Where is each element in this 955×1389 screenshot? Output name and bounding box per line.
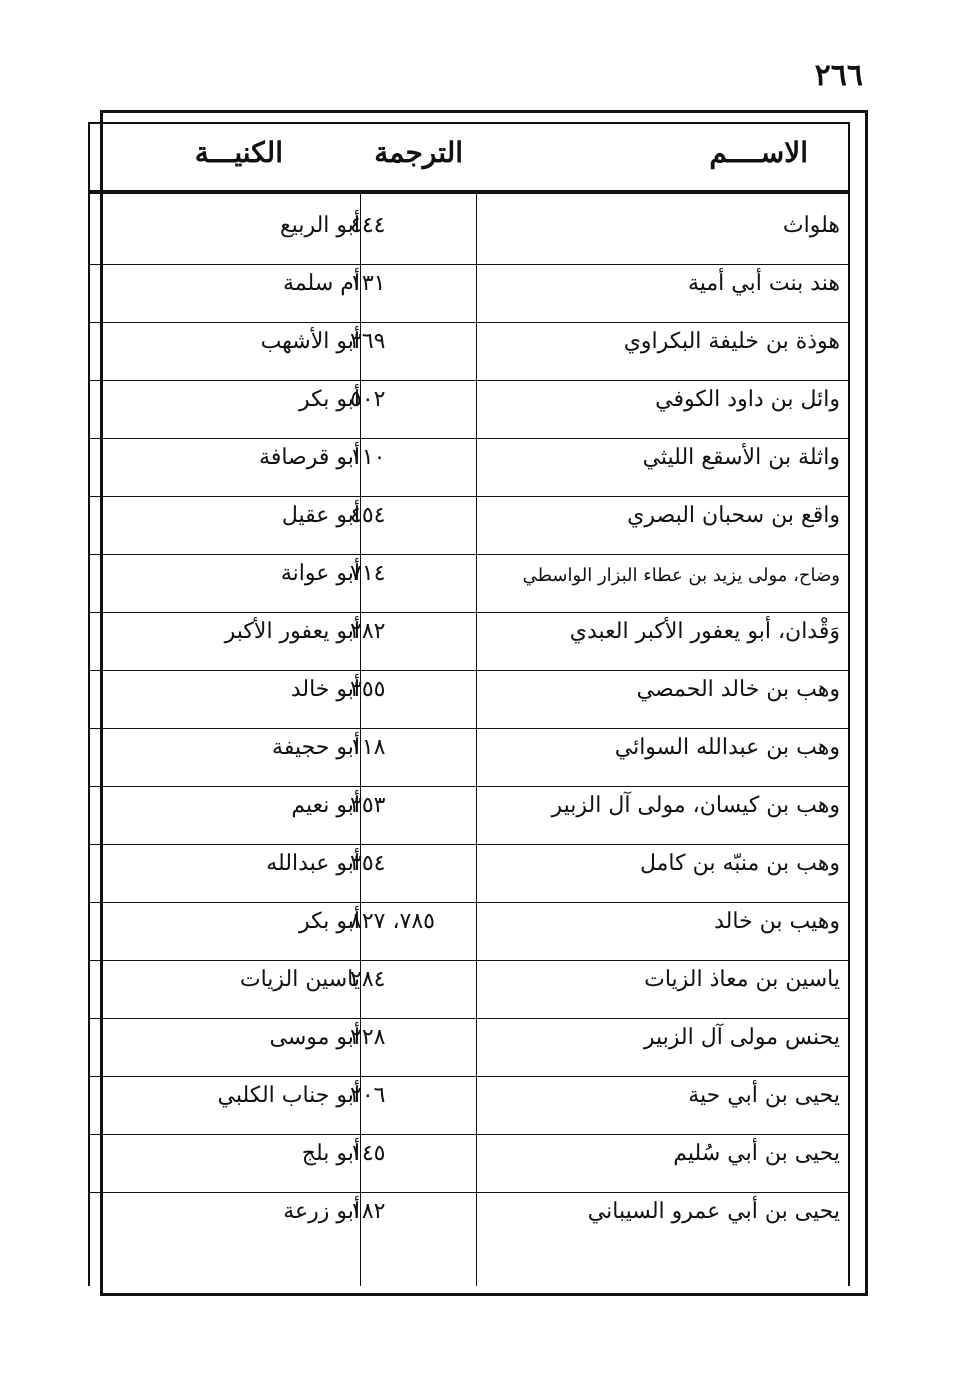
cell-name: ياسين بن معاذ الزيات <box>644 967 840 992</box>
cell-name: وهيب بن خالد <box>714 909 840 934</box>
cell-translation: ١١٠ <box>350 445 386 470</box>
cell-name: يحيى بن أبي سُليم <box>673 1141 840 1166</box>
cell-kunya: أبو زرعة <box>283 1199 360 1224</box>
cell-kunya: أم سلمة <box>283 271 360 296</box>
cell-translation: ٢٨٤ <box>350 967 386 992</box>
cell-translation: ٥٠٢ <box>350 387 386 412</box>
cell-kunya: أبو قرصافة <box>259 445 360 470</box>
table-row <box>88 439 850 497</box>
table-row <box>88 729 850 787</box>
cell-name: واثلة بن الأسقع الليثي <box>642 445 840 470</box>
cell-translation: ٣٥٥ <box>350 677 386 702</box>
cell-translation: ٢٠٦ <box>350 1083 386 1108</box>
cell-kunya: أبو الأشهب <box>260 329 360 354</box>
cell-kunya: أبو الربيع <box>279 213 360 238</box>
cell-name: هلواث <box>782 213 840 238</box>
table-row <box>88 613 850 671</box>
cell-translation: ٣٦٩ <box>350 329 386 354</box>
cell-translation: ١٤٥ <box>350 1141 386 1166</box>
table-row <box>88 903 850 961</box>
cell-translation: ٧٨٥، ٨٢٧ <box>350 909 435 934</box>
cell-name: وهب بن عبدالله السوائي <box>614 735 840 760</box>
cell-kunya: أبو موسى <box>269 1025 360 1050</box>
cell-translation: ٤٤٤ <box>350 213 386 238</box>
header-name: الاســــم <box>709 136 808 169</box>
cell-kunya: أبو عبدالله <box>266 851 360 876</box>
table-row <box>88 1193 850 1251</box>
table-row <box>88 323 850 381</box>
header-kunya: الكنيـــة <box>194 136 283 169</box>
cell-translation: ٢٨٢ <box>350 619 386 644</box>
cell-translation: ١٨٢ <box>350 1199 386 1224</box>
cell-translation: ١١٨ <box>350 735 386 760</box>
table-row <box>88 1135 850 1193</box>
cell-kunya: أبو بلج <box>301 1141 360 1166</box>
cell-name: يحنس مولى آل الزبير <box>643 1025 840 1050</box>
cell-translation: ٧١٤ <box>350 561 386 586</box>
cell-translation: ٢٢٨ <box>350 1025 386 1050</box>
cell-name: يحيى بن أبي حية <box>688 1083 840 1108</box>
cell-name: وهب بن خالد الحمصي <box>636 677 840 702</box>
cell-kunya: ياسين الزيات <box>239 967 360 992</box>
table-rows <box>88 207 850 1251</box>
table-row <box>88 787 850 845</box>
table-row <box>88 381 850 439</box>
cell-name: واقع بن سحبان البصري <box>627 503 840 528</box>
cell-kunya: أبو بكر <box>298 909 360 934</box>
cell-name: هوذة بن خليفة البكراوي <box>623 329 840 354</box>
cell-name: هند بنت أبي أمية <box>687 271 840 296</box>
header-translation: الترجمة <box>374 136 463 169</box>
table-row <box>88 555 850 613</box>
cell-kunya: أبو عوانة <box>280 561 360 586</box>
cell-name: وهب بن منبّه بن كامل <box>639 851 840 876</box>
table-row <box>88 1077 850 1135</box>
cell-translation: ١٣١ <box>350 271 386 296</box>
cell-translation: ٣٥٣ <box>350 793 386 818</box>
cell-name: وهب بن كيسان، مولى آل الزبير <box>551 793 840 818</box>
table-row <box>88 671 850 729</box>
cell-kunya: أبو عقيل <box>281 503 360 528</box>
table-header <box>88 122 850 194</box>
cell-name: يحيى بن أبي عمرو السيباني <box>587 1199 840 1224</box>
table-row <box>88 961 850 1019</box>
table-row <box>88 845 850 903</box>
table-row <box>88 1019 850 1077</box>
cell-kunya: أبو جناب الكلبي <box>217 1083 360 1108</box>
cell-translation: ٣٥٤ <box>350 851 386 876</box>
cell-name: وائل بن داود الكوفي <box>655 387 840 412</box>
table-row <box>88 265 850 323</box>
table-row <box>88 497 850 555</box>
cell-name: وضاح، مولى يزيد بن عطاء البزار الواسطي <box>522 565 840 586</box>
cell-kunya: أبو خالد <box>290 677 360 702</box>
cell-kunya: أبو بكر <box>298 387 360 412</box>
cell-kunya: أبو يعفور الأكبر <box>224 619 360 644</box>
cell-translation: ٤٥٤ <box>350 503 386 528</box>
cell-name: وَقْدان، أبو يعفور الأكبر العبدي <box>569 619 840 644</box>
page-number: ٢٦٦ <box>814 58 863 93</box>
cell-kunya: أبو نعيم <box>291 793 360 818</box>
table-row <box>88 207 850 265</box>
cell-kunya: أبو حجيفة <box>272 735 360 760</box>
